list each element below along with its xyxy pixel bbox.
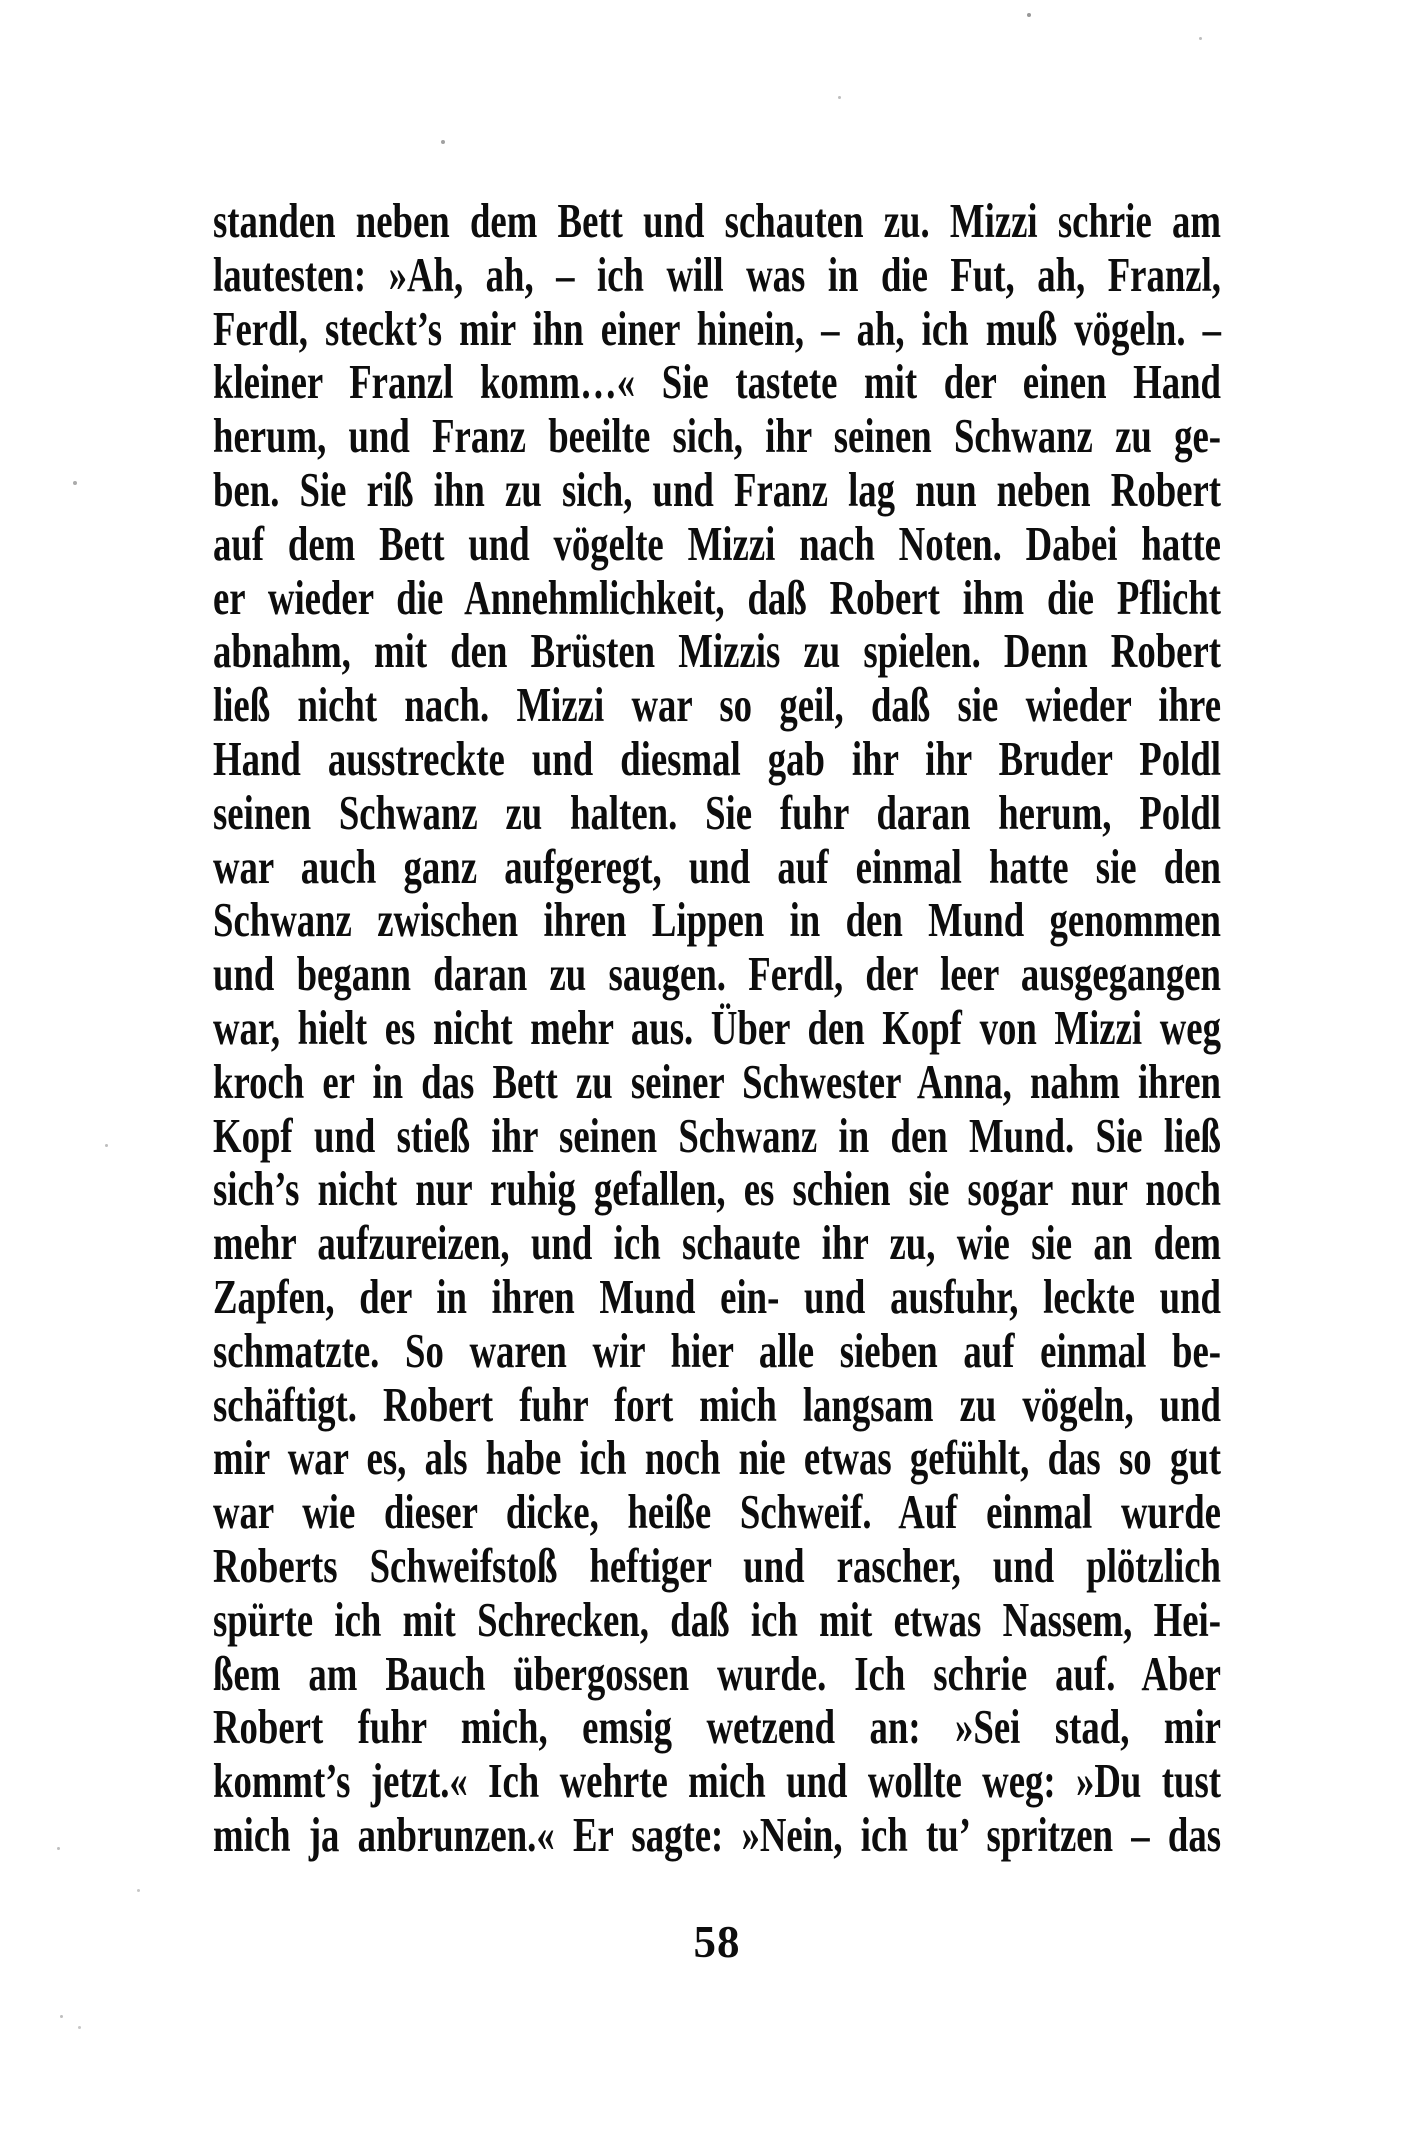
text-line: Ferdl, steckt’s mir ihn einer hinein, – ah, ich muß vögeln. – xyxy=(213,300,1221,356)
text-line: seinen Schwanz zu halten. Sie fuhr daran herum, Poldl xyxy=(213,784,1221,840)
text-line: Kopf und stieß ihr seinen Schwanz in den Mund. Sie ließ xyxy=(213,1107,1221,1163)
text-line: schmatzte. So waren wir hier alle sieben auf einmal be- xyxy=(213,1322,1221,1378)
text-line: herum, und Franz beeilte sich, ihr seinen Schwanz zu ge- xyxy=(213,408,1221,464)
text-line: war wie dieser dicke, heiße Schweif. Auf einmal wurde xyxy=(213,1484,1221,1540)
scan-speck xyxy=(1027,13,1031,17)
text-line: Roberts Schweifstoß heftiger und rascher, und plötzlich xyxy=(213,1537,1221,1593)
scan-speck xyxy=(60,2015,63,2018)
text-line: sich’s nicht nur ruhig gefallen, es schien sie sogar nur noch xyxy=(213,1161,1221,1217)
scan-speck xyxy=(137,1889,140,1892)
text-line: ßem am Bauch übergossen wurde. Ich schrie auf. Aber xyxy=(213,1645,1221,1701)
scan-speck xyxy=(1199,37,1202,40)
scan-speck xyxy=(838,96,841,99)
page-number: 58 xyxy=(693,1917,741,1967)
text-line: war auch ganz aufgeregt, und auf einmal hatte sie den xyxy=(213,838,1221,894)
text-line: ließ nicht nach. Mizzi war so geil, daß sie wieder ihre xyxy=(213,677,1221,733)
text-line: mir war es, als habe ich noch nie etwas gefühlt, das so gut xyxy=(213,1430,1221,1486)
text-line: mich ja anbrunzen.« Er sagte: »Nein, ich tu’ spritzen – das xyxy=(213,1806,1221,1862)
text-line: er wieder die Annehmlichkeit, daß Robert ihm die Pflicht xyxy=(213,569,1221,625)
text-line: mehr aufzureizen, und ich schaute ihr zu, wie sie an dem xyxy=(213,1215,1221,1271)
scan-speck xyxy=(78,2026,81,2029)
scan-speck xyxy=(73,481,77,485)
text-line: schäftigt. Robert fuhr fort mich langsam zu vögeln, und xyxy=(213,1376,1221,1432)
text-line: abnahm, mit den Brüsten Mizzis zu spielen. Denn Robert xyxy=(213,623,1221,679)
text-line: standen neben dem Bett und schauten zu. Mizzi schrie am xyxy=(213,193,1221,248)
text-line: Schwanz zwischen ihren Lippen in den Mund genommen xyxy=(213,892,1221,948)
text-line: Robert fuhr mich, emsig wetzend an: »Sei stad, mir xyxy=(213,1699,1221,1755)
text-line: Hand ausstreckte und diesmal gab ihr ihr Bruder Poldl xyxy=(213,730,1221,786)
text-line: ben. Sie riß ihn zu sich, und Franz lag nun neben Robert xyxy=(213,461,1221,517)
text-line: und begann daran zu saugen. Ferdl, der leer ausgegangen xyxy=(213,946,1221,1002)
text-line: auf dem Bett und vögelte Mizzi nach Noten. Dabei hatte xyxy=(213,515,1221,571)
text-line: kleiner Franzl komm…« Sie tastete mit der einen Hand xyxy=(213,354,1221,410)
scan-speck xyxy=(57,1847,60,1850)
body-text xyxy=(213,194,1221,1862)
text-line: lautesten: »Ah, ah, – ich will was in die Fut, ah, Franzl, xyxy=(213,246,1221,302)
text-line: kroch er in das Bett zu seiner Schwester Anna, nahm ihren xyxy=(213,1053,1221,1109)
text-line: Zapfen, der in ihren Mund ein- und ausfuhr, leckte und xyxy=(213,1268,1221,1324)
scan-speck xyxy=(105,1144,108,1147)
scan-speck xyxy=(441,140,445,144)
text-line: spürte ich mit Schrecken, daß ich mit etwas Nassem, Hei- xyxy=(213,1591,1221,1647)
text-line: kommt’s jetzt.« Ich wehrte mich und wollte weg: »Du tust xyxy=(213,1753,1221,1809)
text-line: war, hielt es nicht mehr aus. Über den Kopf von Mizzi weg xyxy=(213,999,1221,1055)
